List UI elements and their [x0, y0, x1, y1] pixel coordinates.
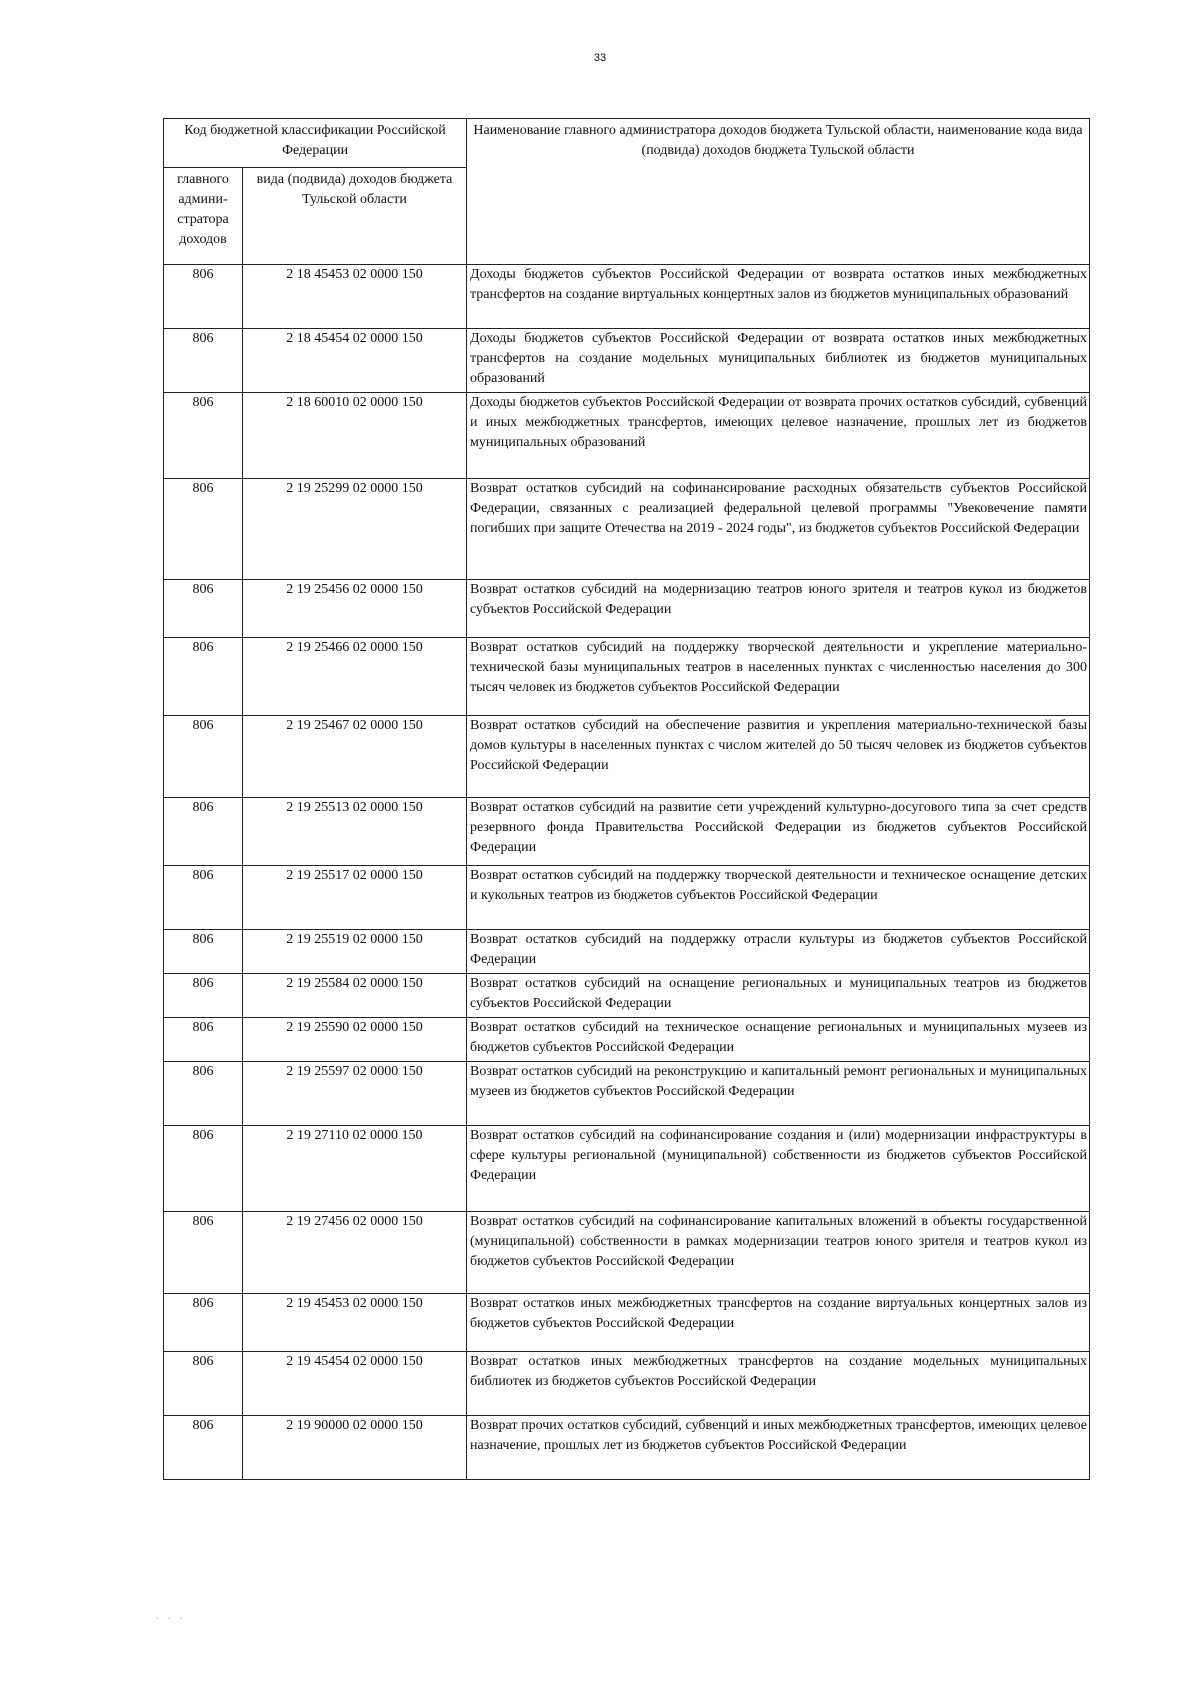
admin-code-cell: 806 — [164, 1416, 243, 1480]
income-code-cell: 2 19 25467 02 0000 150 — [243, 716, 467, 798]
income-name-cell: Возврат остатков субсидий на поддержку отрасли культуры из бюджетов субъектов Российской Федерации — [467, 930, 1090, 974]
admin-code-cell: 806 — [164, 1126, 243, 1212]
income-name-cell: Доходы бюджетов субъектов Российской Федерации от возврата остатков иных межбюджетных трансфертов на создание модельных муниципальных библиотек из бюджетов муниципальных образований — [467, 329, 1090, 393]
table-row — [164, 930, 1090, 974]
income-name-cell: Возврат остатков субсидий на реконструкцию и капитальный ремонт региональных и муниципальных музеев из бюджетов субъектов Российской Федерации — [467, 1062, 1090, 1126]
admin-code-cell: 806 — [164, 866, 243, 930]
admin-code-cell: 806 — [164, 580, 243, 638]
income-code-cell: 2 19 27456 02 0000 150 — [243, 1212, 467, 1294]
income-code-cell: 2 19 25513 02 0000 150 — [243, 798, 467, 866]
admin-code-cell: 806 — [164, 1018, 243, 1062]
table-row — [164, 393, 1090, 479]
header-administrator-name: Наименование главного администратора доходов бюджета Тульской области, наименование кода вида (подвида) доходов бюджета Тульской области — [467, 119, 1090, 265]
header-main-administrator: главного админи-стратора доходов — [164, 168, 243, 265]
income-code-cell: 2 19 25584 02 0000 150 — [243, 974, 467, 1018]
table-row — [164, 716, 1090, 798]
table-row — [164, 798, 1090, 866]
income-name-cell: Возврат остатков субсидий на обеспечение развития и укрепления материально-технической базы домов культуры в населенных пунктах с числом жителей до 50 тысяч человек из бюджетов субъектов Российской Федерации — [467, 716, 1090, 798]
table-row — [164, 1294, 1090, 1352]
income-code-cell: 2 19 25299 02 0000 150 — [243, 479, 467, 580]
table-row — [164, 638, 1090, 716]
page-number: 33 — [593, 52, 607, 64]
scan-artifact: . . . — [156, 1612, 186, 1622]
income-name-cell: Доходы бюджетов субъектов Российской Федерации от возврата остатков иных межбюджетных трансфертов на создание виртуальных концертных залов из бюджетов муниципальных образований — [467, 265, 1090, 329]
header-income-type-code: вида (подвида) доходов бюджета Тульской области — [243, 168, 467, 265]
admin-code-cell: 806 — [164, 638, 243, 716]
income-name-cell: Возврат остатков субсидий на развитие сети учреждений культурно-досугового типа за счет средств резервного фонда Правительства Российской Федерации из бюджетов субъектов Российской Федерации — [467, 798, 1090, 866]
table-row — [164, 1352, 1090, 1416]
income-name-cell: Возврат остатков иных межбюджетных трансфертов на создание модельных муниципальных библиотек из бюджетов субъектов Российской Федерации — [467, 1352, 1090, 1416]
admin-code-cell: 806 — [164, 716, 243, 798]
income-code-cell: 2 19 25466 02 0000 150 — [243, 638, 467, 716]
income-name-cell: Доходы бюджетов субъектов Российской Федерации от возврата прочих остатков субсидий, субвенций и иных межбюджетных трансфертов, имеющих целевое назначение, прошлых лет из бюджетов муниципальных образований — [467, 393, 1090, 479]
admin-code-cell: 806 — [164, 329, 243, 393]
income-code-cell: 2 19 27110 02 0000 150 — [243, 1126, 467, 1212]
income-name-cell: Возврат остатков субсидий на поддержку творческой деятельности и укрепление материально-технической базы муниципальных театров в населенных пунктах с численностью населения до 300 тысяч человек из бюджетов субъектов Российской Федерации — [467, 638, 1090, 716]
table-row — [164, 1062, 1090, 1126]
admin-code-cell: 806 — [164, 1212, 243, 1294]
admin-code-cell: 806 — [164, 798, 243, 866]
table-row — [164, 866, 1090, 930]
table-row — [164, 1212, 1090, 1294]
table-header — [164, 119, 1090, 265]
admin-code-cell: 806 — [164, 265, 243, 329]
income-code-cell: 2 19 25590 02 0000 150 — [243, 1018, 467, 1062]
table-row — [164, 479, 1090, 580]
admin-code-cell: 806 — [164, 393, 243, 479]
admin-code-cell: 806 — [164, 974, 243, 1018]
income-code-cell: 2 18 60010 02 0000 150 — [243, 393, 467, 479]
table-row — [164, 1126, 1090, 1212]
table-row — [164, 1416, 1090, 1480]
income-code-cell: 2 19 25456 02 0000 150 — [243, 580, 467, 638]
income-name-cell: Возврат остатков субсидий на софинансирование капитальных вложений в объекты государственной (муниципальной) собственности в рамках модернизации театров юного зрителя и театров кукол из бюджетов субъектов Российской Федерации — [467, 1212, 1090, 1294]
income-code-cell: 2 19 25517 02 0000 150 — [243, 866, 467, 930]
income-name-cell: Возврат прочих остатков субсидий, субвенций и иных межбюджетных трансфертов, имеющих целевое назначение, прошлых лет из бюджетов субъектов Российской Федерации — [467, 1416, 1090, 1480]
income-name-cell: Возврат остатков субсидий на оснащение региональных и муниципальных театров из бюджетов субъектов Российской Федерации — [467, 974, 1090, 1018]
admin-code-cell: 806 — [164, 479, 243, 580]
table-row — [164, 974, 1090, 1018]
table-row — [164, 580, 1090, 638]
income-code-cell: 2 18 45453 02 0000 150 — [243, 265, 467, 329]
budget-classification-table — [163, 118, 1090, 1480]
table-body — [164, 265, 1090, 1480]
income-name-cell: Возврат остатков субсидий на модернизацию театров юного зрителя и театров кукол из бюджетов субъектов Российской Федерации — [467, 580, 1090, 638]
admin-code-cell: 806 — [164, 1062, 243, 1126]
income-code-cell: 2 19 25519 02 0000 150 — [243, 930, 467, 974]
income-code-cell: 2 19 90000 02 0000 150 — [243, 1416, 467, 1480]
admin-code-cell: 806 — [164, 1352, 243, 1416]
income-name-cell: Возврат остатков субсидий на поддержку творческой деятельности и техническое оснащение детских и кукольных театров из бюджетов субъектов Российской Федерации — [467, 866, 1090, 930]
income-code-cell: 2 19 45453 02 0000 150 — [243, 1294, 467, 1352]
income-name-cell: Возврат остатков субсидий на софинансирование создания и (или) модернизации инфраструктуры в сфере культуры региональной (муниципальной) собственности из бюджетов субъектов Российской Федерации — [467, 1126, 1090, 1212]
income-name-cell: Возврат остатков субсидий на техническое оснащение региональных и муниципальных музеев из бюджетов субъектов Российской Федерации — [467, 1018, 1090, 1062]
admin-code-cell: 806 — [164, 1294, 243, 1352]
income-code-cell: 2 19 25597 02 0000 150 — [243, 1062, 467, 1126]
income-name-cell: Возврат остатков субсидий на софинансирование расходных обязательств субъектов Российской Федерации, связанных с реализацией федеральной целевой программы "Увековечение памяти погибших при защите Отечества на 2019 - 2024 годы", из бюджетов субъектов Российской Федерации — [467, 479, 1090, 580]
table-row — [164, 1018, 1090, 1062]
admin-code-cell: 806 — [164, 930, 243, 974]
header-budget-classification-code: Код бюджетной классификации Российской Федерации — [164, 119, 467, 168]
income-code-cell: 2 18 45454 02 0000 150 — [243, 329, 467, 393]
income-name-cell: Возврат остатков иных межбюджетных трансфертов на создание виртуальных концертных залов из бюджетов субъектов Российской Федерации — [467, 1294, 1090, 1352]
table-row — [164, 329, 1090, 393]
income-code-cell: 2 19 45454 02 0000 150 — [243, 1352, 467, 1416]
table-row — [164, 265, 1090, 329]
